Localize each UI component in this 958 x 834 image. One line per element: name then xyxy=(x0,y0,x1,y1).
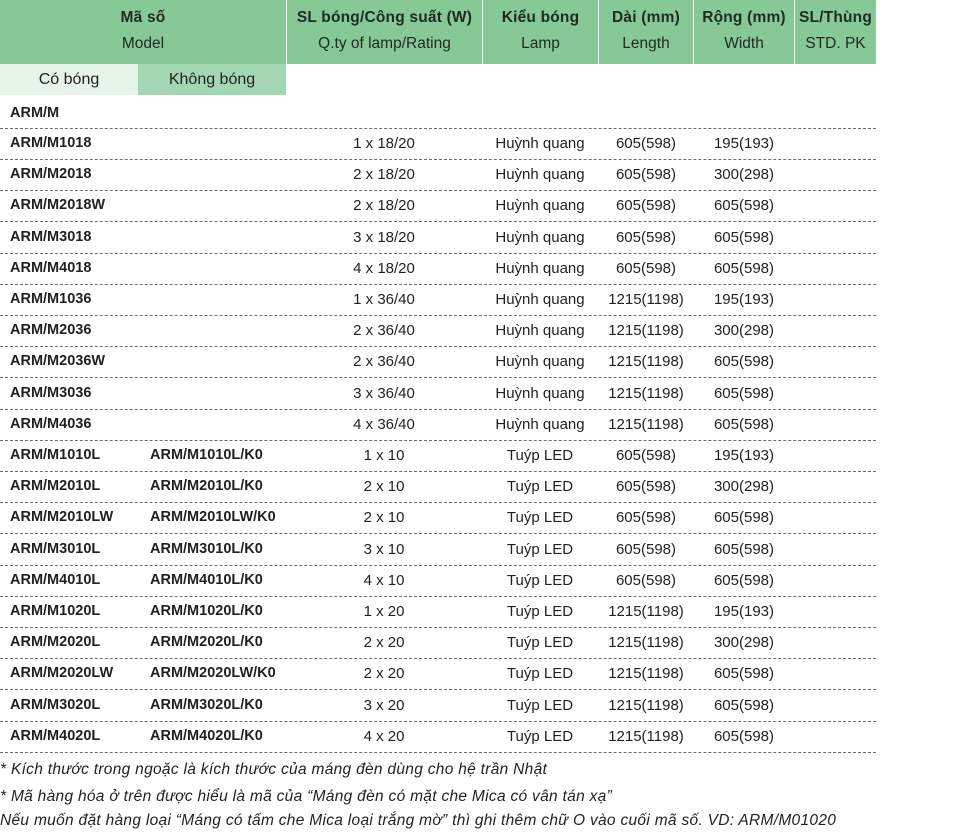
width-cell: 300(298) xyxy=(713,166,775,184)
width-cell: 605(598) xyxy=(713,540,775,558)
lamp-cell: Huỳnh quang xyxy=(495,135,585,152)
header-width-en: Width xyxy=(724,35,764,52)
header-qty-en: Q.ty of lamp/Rating xyxy=(318,35,451,52)
length-cell: 605(598) xyxy=(615,478,677,496)
width-cell: 605(598) xyxy=(713,384,775,402)
table-row xyxy=(0,315,876,347)
qty-cell: 4 x 10 xyxy=(363,571,405,589)
header-model xyxy=(0,0,286,64)
model-cell: ARM/M1010L xyxy=(10,447,101,463)
model-cell: ARM/M2018 xyxy=(10,166,92,183)
length-cell: 605(598) xyxy=(615,135,677,152)
length-cell: 1215(1198) xyxy=(608,291,684,308)
qty-cell: 1 x 18/20 xyxy=(353,135,415,152)
header-pack-vi: SL/Thùng xyxy=(798,9,873,26)
subheader-with-lamp: Có bóng xyxy=(0,64,138,95)
width-cell: 605(598) xyxy=(713,665,775,683)
qty-cell: 2 x 10 xyxy=(363,478,405,496)
lamp-cell: Tuýp LED xyxy=(506,696,574,714)
table-row xyxy=(0,565,876,597)
qty-cell: 1 x 36/40 xyxy=(353,291,415,308)
header-width xyxy=(694,0,794,64)
model-nolamp-cell: ARM/M2020LW/K0 xyxy=(150,665,276,682)
model-nolamp-cell: ARM/M4020L/K0 xyxy=(150,727,263,744)
width-cell: 195(193) xyxy=(713,603,775,620)
length-cell: 1215(1198) xyxy=(608,415,684,433)
model-cell: ARM/M2010L xyxy=(10,478,101,495)
lamp-cell: Tuýp LED xyxy=(506,727,574,745)
model-cell: ARM/M2018W xyxy=(10,197,106,214)
lamp-cell: Tuýp LED xyxy=(506,509,574,527)
length-cell: 1215(1198) xyxy=(608,727,684,745)
length-cell: 1215(1198) xyxy=(608,665,684,683)
header-qty-vi: SL bóng/Công suất (W) xyxy=(296,9,473,26)
length-cell: 1215(1198) xyxy=(608,603,684,620)
model-nolamp-cell: ARM/M1020L/K0 xyxy=(150,603,263,619)
table-row xyxy=(0,471,876,503)
length-cell: 605(598) xyxy=(615,509,677,527)
qty-cell: 3 x 10 xyxy=(363,540,405,558)
model-nolamp-cell: ARM/M2020L/K0 xyxy=(150,634,263,651)
qty-cell: 3 x 18/20 xyxy=(353,228,415,246)
header-model-en: Model xyxy=(121,35,165,52)
section-row xyxy=(0,97,876,129)
model-cell: ARM/M2010LW xyxy=(10,509,114,526)
lamp-cell: Huỳnh quang xyxy=(495,353,585,371)
qty-cell: 2 x 10 xyxy=(363,509,405,527)
lamp-cell: Huỳnh quang xyxy=(495,228,585,246)
width-cell: 605(598) xyxy=(713,197,775,215)
qty-cell: 3 x 36/40 xyxy=(353,384,415,402)
lamp-cell: Tuýp LED xyxy=(506,665,574,683)
header-lamp xyxy=(483,0,598,64)
width-cell: 195(193) xyxy=(713,135,775,152)
lamp-cell: Tuýp LED xyxy=(506,478,574,496)
width-cell: 605(598) xyxy=(713,696,775,714)
header-lamp-vi: Kiểu bóng xyxy=(501,9,580,26)
qty-cell: 2 x 18/20 xyxy=(353,166,415,184)
header-qty xyxy=(287,0,482,64)
width-cell: 605(598) xyxy=(713,259,775,277)
length-cell: 605(598) xyxy=(615,166,677,184)
table-row xyxy=(0,440,876,472)
table-row xyxy=(0,284,876,316)
subheader-without-lamp: Không bóng xyxy=(138,64,286,95)
model-cell: ARM/M2020LW xyxy=(10,665,114,682)
model-cell: ARM/M1020L xyxy=(10,603,101,619)
table-row xyxy=(0,596,876,628)
length-cell: 605(598) xyxy=(615,228,677,246)
width-cell: 300(298) xyxy=(713,478,775,496)
model-cell: ARM/M1018 xyxy=(10,135,92,151)
length-cell: 605(598) xyxy=(615,571,677,589)
model-nolamp-cell: ARM/M2010L/K0 xyxy=(150,478,263,495)
table-row xyxy=(0,128,876,160)
lamp-cell: Huỳnh quang xyxy=(495,197,585,215)
qty-cell: 2 x 18/20 xyxy=(353,197,415,215)
header-length-en: Length xyxy=(622,35,670,52)
qty-cell: 4 x 20 xyxy=(363,727,405,745)
model-cell: ARM/M3018 xyxy=(10,228,92,245)
lamp-cell: Tuýp LED xyxy=(506,603,574,620)
header-length-vi: Dài (mm) xyxy=(612,9,680,26)
lamp-cell: Huỳnh quang xyxy=(495,322,585,340)
model-cell: ARM/M3010L xyxy=(10,540,101,557)
model-cell: ARM/M2036W xyxy=(10,353,106,370)
table-row xyxy=(0,690,876,722)
model-cell: ARM/M4010L xyxy=(10,571,101,588)
qty-cell: 2 x 20 xyxy=(363,665,405,683)
note-3: Nếu muốn đặt hàng loại “Máng có tấm che Mica loại trắng mờ” thì ghi thêm chữ O vào cuối mã số. VD: ARM/M01020 xyxy=(0,812,837,829)
header-length xyxy=(599,0,693,64)
width-cell: 605(598) xyxy=(713,571,775,589)
qty-cell: 2 x 20 xyxy=(363,634,405,652)
model-nolamp-cell: ARM/M1010L/K0 xyxy=(150,447,263,463)
table-row xyxy=(0,721,876,753)
model-cell: ARM/M3020L xyxy=(10,696,101,713)
length-cell: 1215(1198) xyxy=(608,384,684,402)
width-cell: 605(598) xyxy=(713,727,775,745)
length-cell: 605(598) xyxy=(615,259,677,277)
table-row xyxy=(0,190,876,222)
lamp-cell: Tuýp LED xyxy=(506,447,574,464)
header-pack xyxy=(795,0,876,64)
width-cell: 195(193) xyxy=(713,447,775,464)
lamp-cell: Huỳnh quang xyxy=(495,259,585,277)
table-row xyxy=(0,346,876,378)
qty-cell: 2 x 36/40 xyxy=(353,353,415,371)
length-cell: 605(598) xyxy=(615,197,677,215)
length-cell: 605(598) xyxy=(615,447,677,464)
header-width-vi: Rộng (mm) xyxy=(702,9,786,26)
header-lamp-en: Lamp xyxy=(521,35,560,52)
width-cell: 300(298) xyxy=(713,322,775,340)
lamp-cell: Huỳnh quang xyxy=(495,291,585,308)
width-cell: 605(598) xyxy=(713,415,775,433)
qty-cell: 1 x 10 xyxy=(363,447,405,464)
lamp-cell: Huỳnh quang xyxy=(495,415,585,433)
qty-cell: 4 x 18/20 xyxy=(353,259,415,277)
model-cell: ARM/M4020L xyxy=(10,727,101,744)
length-cell: 1215(1198) xyxy=(608,634,684,652)
table-row xyxy=(0,253,876,285)
model-cell: ARM/M4018 xyxy=(10,259,92,276)
table-row xyxy=(0,409,876,441)
lamp-cell: Tuýp LED xyxy=(506,571,574,589)
header-model-vi: Mã số xyxy=(120,9,166,26)
length-cell: 1215(1198) xyxy=(608,353,684,371)
qty-cell: 4 x 36/40 xyxy=(353,415,415,433)
model-cell: ARM/M3036 xyxy=(10,384,92,401)
model-cell: ARM/M1036 xyxy=(10,291,92,307)
model-nolamp-cell: ARM/M3020L/K0 xyxy=(150,696,263,713)
header-pack-en: STD. PK xyxy=(805,35,866,52)
model-cell: ARM/M2036 xyxy=(10,322,92,339)
lamp-cell: Tuýp LED xyxy=(506,634,574,652)
length-cell: 1215(1198) xyxy=(608,322,684,340)
model-nolamp-cell: ARM/M2010LW/K0 xyxy=(150,509,276,526)
model-nolamp-cell: ARM/M4010L/K0 xyxy=(150,571,263,588)
table-row xyxy=(0,534,876,566)
length-cell: 1215(1198) xyxy=(608,696,684,714)
table-row xyxy=(0,159,876,191)
lamp-cell: Huỳnh quang xyxy=(495,166,585,184)
qty-cell: 3 x 20 xyxy=(363,696,405,714)
model-nolamp-cell: ARM/M3010L/K0 xyxy=(150,540,263,557)
note-1: * Kích thước trong ngoặc là kích thước của máng đèn dùng cho hệ trần Nhật xyxy=(0,761,548,778)
lamp-cell: Huỳnh quang xyxy=(495,384,585,402)
lamp-cell: Tuýp LED xyxy=(506,540,574,558)
model-cell: ARM/M2020L xyxy=(10,634,101,651)
length-cell: 605(598) xyxy=(615,540,677,558)
table-row xyxy=(0,658,876,690)
width-cell: 300(298) xyxy=(713,634,775,652)
qty-cell: 2 x 36/40 xyxy=(353,322,415,340)
width-cell: 605(598) xyxy=(713,228,775,246)
table-row xyxy=(0,378,876,410)
width-cell: 195(193) xyxy=(713,291,775,308)
qty-cell: 1 x 20 xyxy=(363,603,405,620)
note-2: * Mã hàng hóa ở trên được hiểu là mã của “Máng đèn có mặt che Mica có vân tán xạ” xyxy=(0,788,613,805)
table-row xyxy=(0,502,876,534)
model-cell: ARM/M4036 xyxy=(10,415,92,432)
table-row xyxy=(0,627,876,659)
width-cell: 605(598) xyxy=(713,353,775,371)
width-cell: 605(598) xyxy=(713,509,775,527)
table-row xyxy=(0,222,876,254)
section-title: ARM/M xyxy=(10,105,60,121)
